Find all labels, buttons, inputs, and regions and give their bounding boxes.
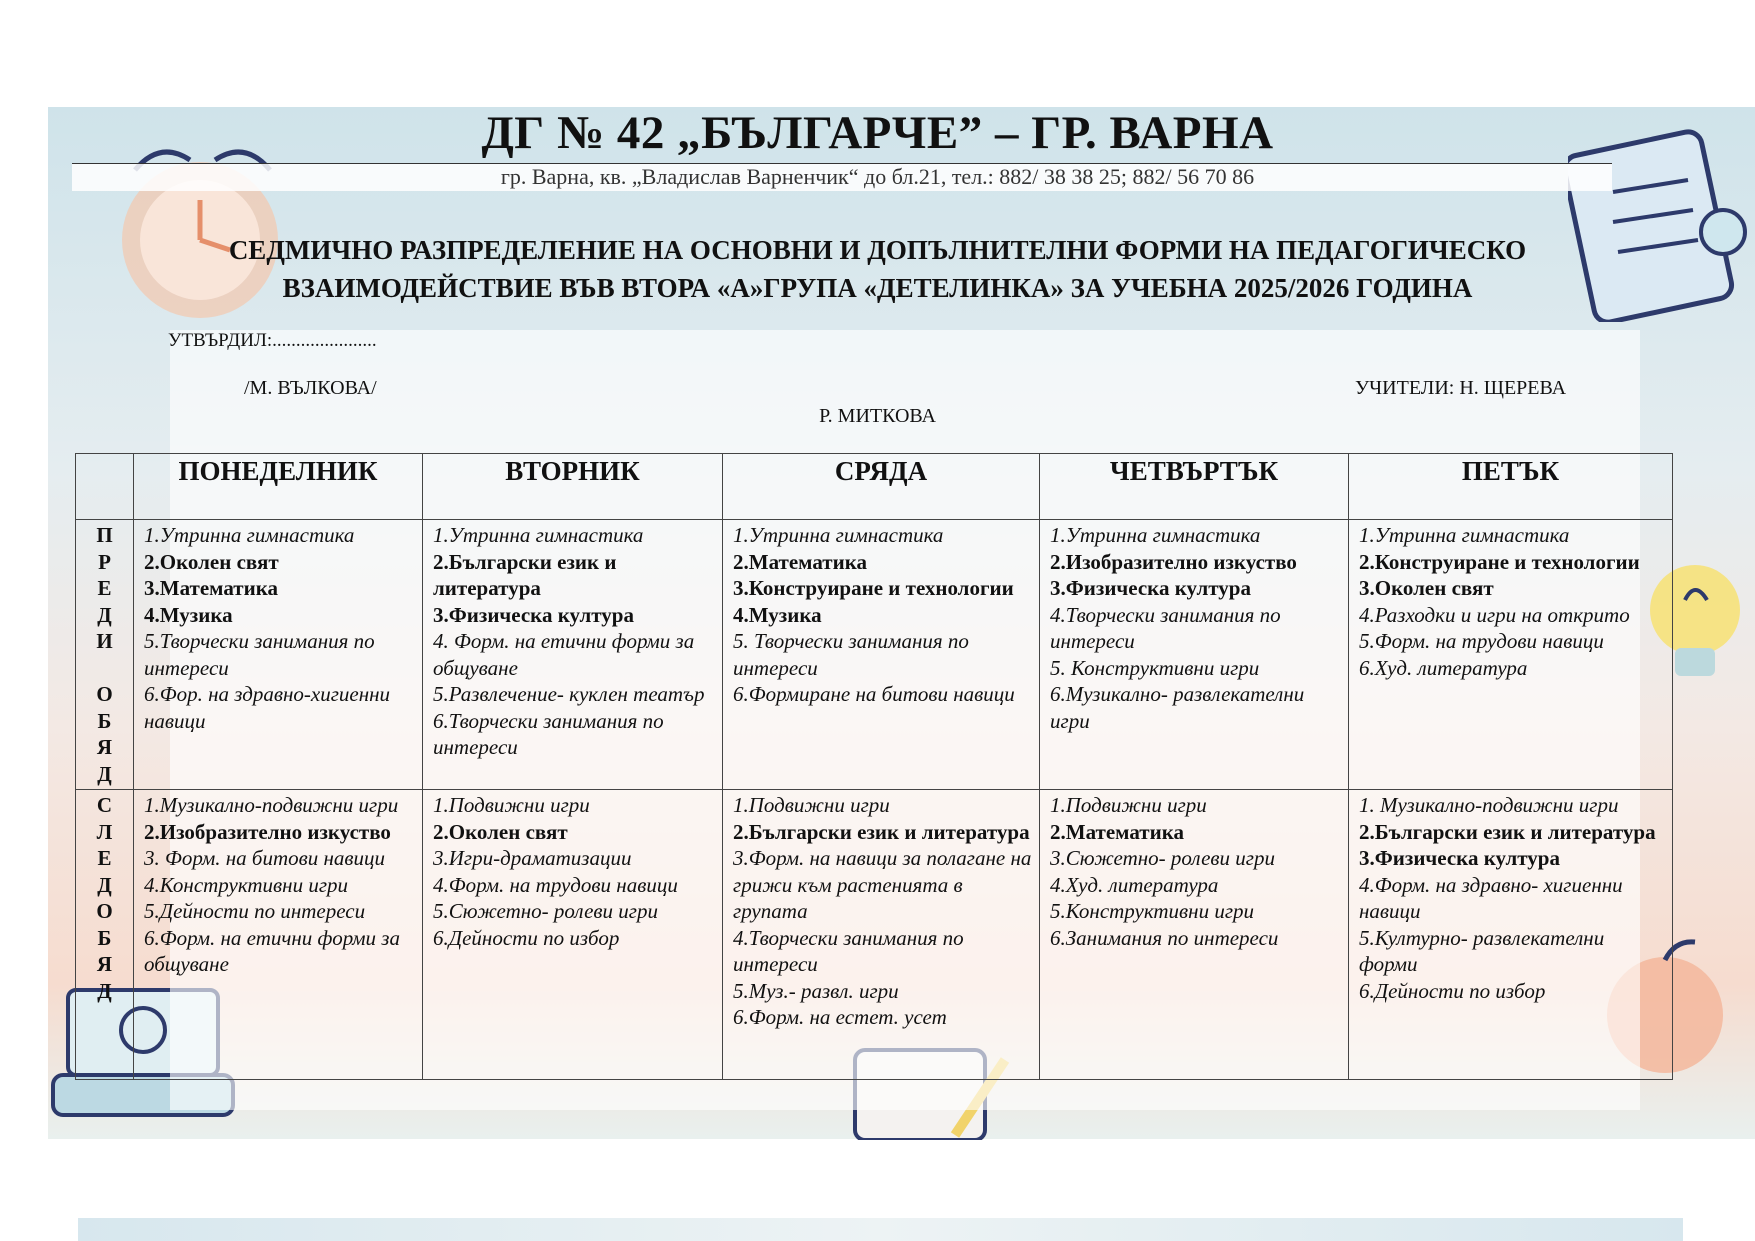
activity-item: 3.Игри-драматизации [433,846,632,870]
activity-item: 6.Худ. литература [1359,655,1528,680]
activity-item: 2.Изобразително изкуство [1050,549,1297,574]
activity-item: 6.Фор. на здравно-хигиенни навици [144,682,391,733]
afternoon-row [76,790,1673,1080]
activity-item: 1.Подвижни игри [733,793,890,817]
afternoon-label [76,790,134,1080]
activity-item: 1. Музикално-подвижни игри [1359,793,1619,817]
activity-item: 3.Физическа култура [433,602,634,627]
activity-item: 4.Музика [144,602,233,627]
morning-row [76,520,1673,790]
label-letter: Я [96,952,113,976]
activity-item: 2.Изобразително изкуство [144,819,391,844]
schedule-cell [134,520,423,790]
next-page-background [78,1218,1683,1241]
activity-item: 6.Дейности по избор [433,925,620,950]
approved-by: УТВЪРДИЛ:...................... [168,330,377,351]
label-letter: С [96,793,113,817]
schedule-cell [423,520,723,790]
activity-item: 5.Сюжетно- ролеви игри [433,899,658,923]
activity-item: 1.Подвижни игри [433,793,590,817]
activity-item: 1.Утринна гимнастика [1050,523,1261,547]
director-name: /М. ВЪЛКОВА/ [244,377,377,399]
activity-item: 3.Форм. на навици за полагане на грижи към растенията в групата [733,846,1032,923]
activity-item: 1.Утринна гимнастика [1359,523,1570,547]
teachers-label: УЧИТЕЛИ: Н. ЩЕРЕВА [1355,377,1567,399]
activity-item: 1.Утринна гимнастика [733,523,944,547]
activity-item: 3.Физическа култура [1359,846,1560,870]
activity-item: 2.Околен свят [433,819,568,844]
activity-item: 3.Околен свят [1359,576,1494,600]
label-letter: Я [96,735,113,759]
label-letter: Р [98,549,111,574]
activity-item: 4.Форм. на здравно- хигиенни навици [1359,872,1623,923]
label-letter: П [96,523,113,547]
activity-item: 4.Форм. на трудови навици [433,872,678,897]
day-header: СРЯДА [723,454,1040,520]
activity-item: 3. Форм. на битови навици [144,846,386,870]
day-header: ПЕТЪК [1349,454,1673,520]
activity-item: 1.Подвижни игри [1050,793,1207,817]
weekly-schedule-table [75,453,1673,1080]
activity-item: 6.Занимания по интереси [1050,925,1279,950]
kindergarten-title: ДГ № 42 „БЪЛГАРЧЕ” – ГР. ВАРНА [481,107,1274,159]
label-letter: И [96,629,113,653]
activity-item: 6.Дейности по избор [1359,978,1546,1003]
activity-item: 5.Творчески занимания по интереси [144,629,375,680]
activity-item: 2.Български език и литература [433,549,617,600]
label-letter: О [96,899,113,923]
label-letter: Д [97,602,112,627]
label-letter: О [96,682,113,706]
label-letter: Д [97,872,112,897]
second-teacher: Р. МИТКОВА [819,405,936,427]
schedule-cell [1349,790,1673,1080]
activity-item: 2.Математика [733,549,867,574]
activity-item: 2.Околен свят [144,549,279,574]
activity-item: 5.Конструктивни игри [1050,899,1255,923]
day-header: ВТОРНИК [423,454,723,520]
activity-item: 2.Математика [1050,819,1184,844]
activity-item: 5. Творчески занимания по интереси [733,629,969,680]
activity-item: 4.Худ. литература [1050,872,1219,897]
document-title-line-2: ВЗАИМОДЕЙСТВИЕ ВЪВ ВТОРА «А»ГРУПА «ДЕТЕЛИНКА» ЗА УЧЕБНА 2025/2026 ГОДИНА [282,273,1473,303]
schedule-cell [723,520,1040,790]
activity-item: 6.Форм. на естет. усет [733,1005,947,1029]
document-title-line-1: СЕДМИЧНО РАЗПРЕДЕЛЕНИЕ НА ОСНОВНИ И ДОПЪЛНИТЕЛНИ ФОРМИ НА ПЕДАГОГИЧЕСКО [228,235,1527,265]
activity-item: 6.Формиране на битови навици [733,682,1015,706]
activity-item: 3.Математика [144,576,278,600]
activity-item: 5.Културно- развлекателни форми [1359,925,1605,976]
activity-item: 5.Развлечение- куклен театър [433,682,705,706]
activity-item: 5.Форм. на трудови навици [1359,629,1604,653]
activity-item: 4. Форм. на етични форми за общуване [433,629,695,680]
table-header-row [76,454,1673,520]
activity-item: 4.Конструктивни игри [144,872,349,897]
schedule-cell [1040,520,1349,790]
label-letter: Б [97,925,112,950]
activity-item: 1.Утринна гимнастика [144,523,355,547]
activity-item: 3.Конструиране и технологии [733,576,1014,600]
activity-item: 2.Български език и литература [1359,819,1656,844]
activity-item: 6.Творчески занимания по интереси [433,708,664,759]
schedule-cell [423,790,723,1080]
activity-item: 6.Музикално- развлекателни игри [1050,682,1305,733]
activity-item: 1.Утринна гимнастика [433,523,644,547]
schedule-cell [134,790,423,1080]
schedule-cell [1040,790,1349,1080]
activity-item: 6.Форм. на етични форми за общуване [144,925,400,976]
day-header: ЧЕТВЪРТЪК [1040,454,1349,520]
activity-item: 1.Музикално-подвижни игри [144,793,399,817]
label-letter: Л [96,819,113,844]
activity-item: 2.Конструиране и технологии [1359,549,1640,574]
activity-item: 2.Български език и литература [733,819,1030,844]
activity-item: 5.Муз.- развл. игри [733,978,899,1003]
activity-item: 5.Дейности по интереси [144,899,366,923]
document-title [100,231,1655,307]
schedule-cell [723,790,1040,1080]
activity-item: 4.Разходки и игри на открито [1359,602,1630,627]
label-letter: Д [97,761,112,786]
morning-label [76,520,134,790]
activity-item: 3.Физическа култура [1050,576,1251,600]
label-letter: Б [97,708,112,733]
activity-item: 5. Конструктивни игри [1050,655,1260,680]
kindergarten-address: гр. Варна, кв. „Владислав Варненчик“ до бл.21, тел.: 882/ 38 38 25; 882/ 56 70 86 [500,164,1255,189]
activity-item: 3.Сюжетно- ролеви игри [1050,846,1275,870]
activity-item: 4.Творчески занимания по интереси [733,925,964,976]
label-letter: Е [97,846,112,870]
day-header: ПОНЕДЕЛНИК [134,454,423,520]
activity-item: 4.Творчески занимания по интереси [1050,602,1281,653]
schedule-cell [1349,520,1673,790]
label-letter: Д [97,978,112,1003]
activity-item: 4.Музика [733,602,822,627]
corner-cell [76,454,134,520]
label-letter [76,655,133,682]
label-letter: Е [97,576,112,600]
